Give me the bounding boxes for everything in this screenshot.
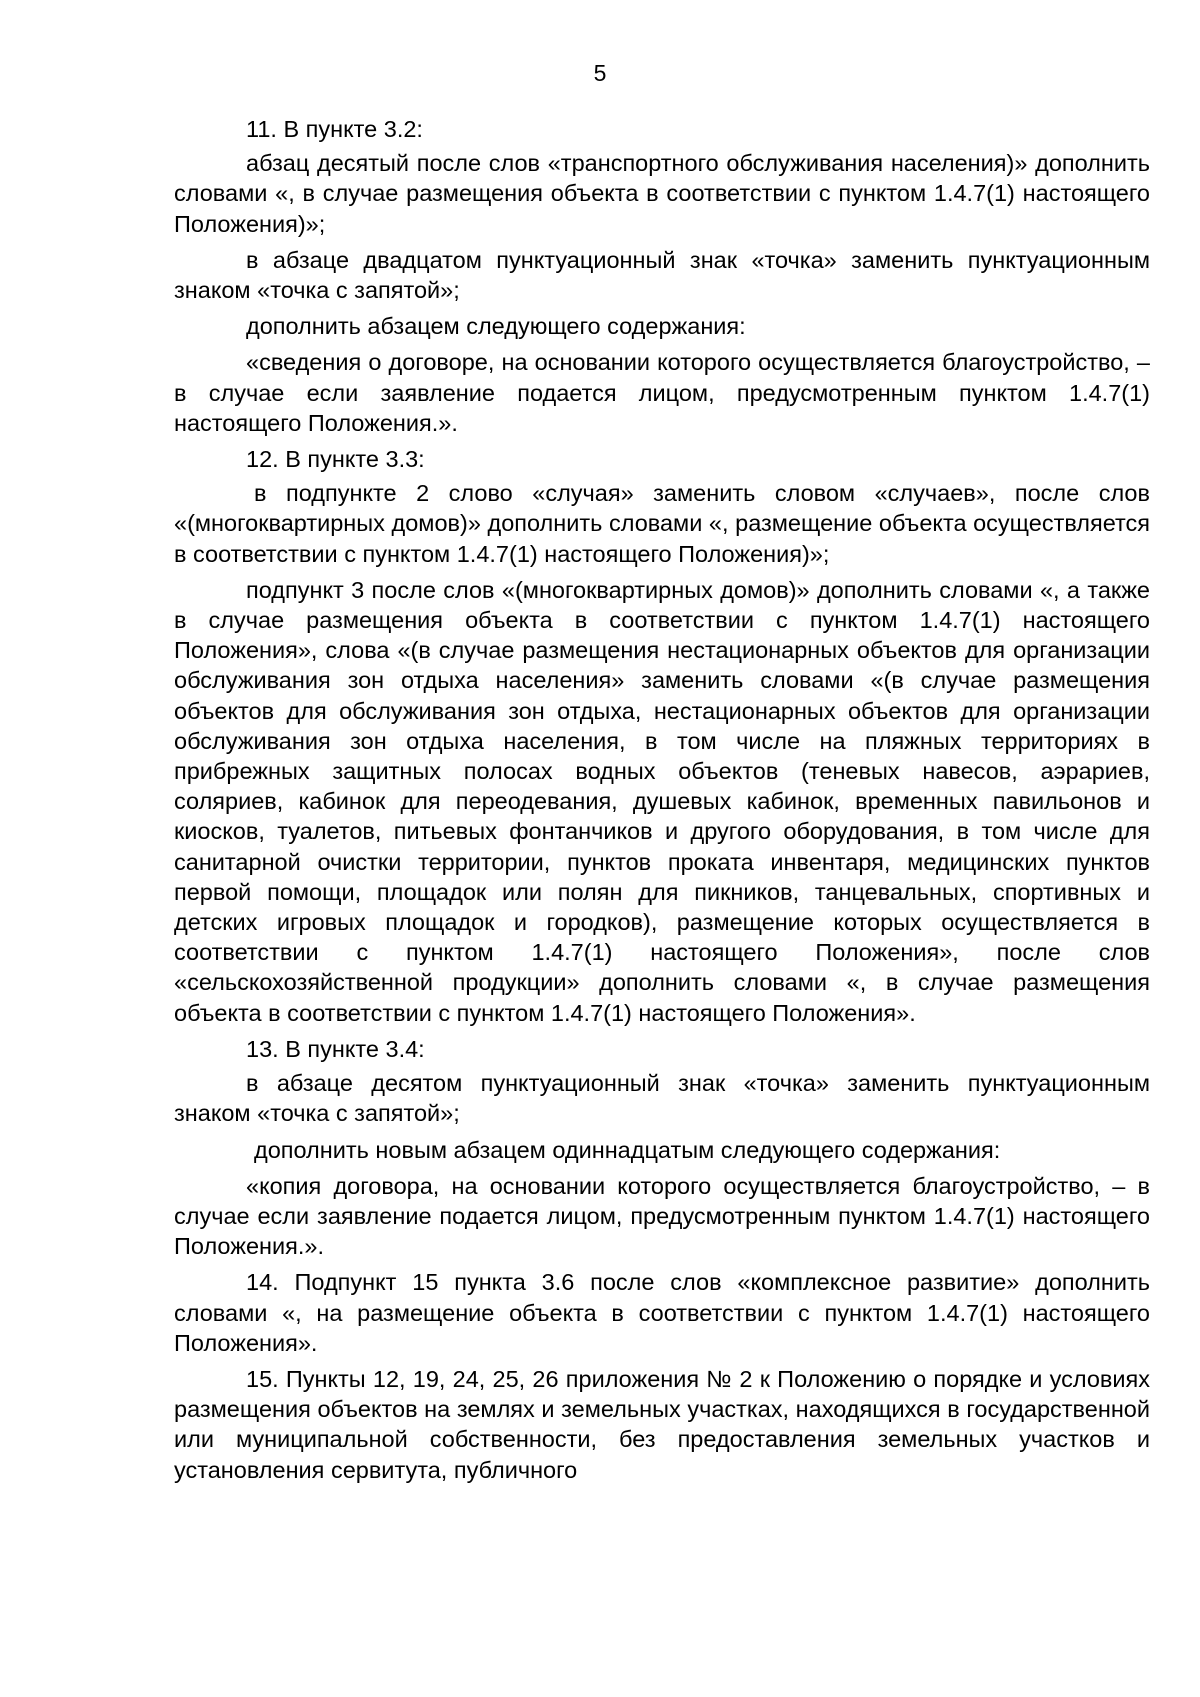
paragraph-3-2-add-intro: дополнить абзацем следующего содержания: — [246, 313, 746, 340]
paragraph-3-3-subitem-2: в подпункте 2 слово «случая» заменить словом «случаев», после слов «(многоквартирных домов)» дополнить словами «, размещение объекта осуществляется в соответствии с пунктом 1.4.7(1) настоящего Положения)»; — [174, 480, 1150, 567]
paragraph-3-4-abzac-10: в абзаце десятом пунктуационный знак «точка» заменить пунктуационным знаком «точка с запятой»; — [174, 1070, 1150, 1127]
paragraph-3-4-add-text: «копия договора, на основании которого осуществляется благоустройство, – в случае если заявление подается лицом, предусмотренным пунктом 1.4.7(1) настоящего Положения.». — [174, 1172, 1150, 1260]
paragraph-item-12-heading: 12. В пункте 3.3: — [246, 446, 425, 473]
paragraph-item-15: 15. Пункты 12, 19, 24, 25, 26 приложения № 2 к Положению о порядке и условиях размещения объектов на землях и земельных участках, находящихся в государственной или муниципальной собственности, без предоставления земельных участков и установления сервитута, публичного — [174, 1365, 1150, 1483]
paragraph-item-14: 14. Подпункт 15 пункта 3.6 после слов «комплексное развитие» дополнить словами «, на размещение объекта в соответствии с пунктом 1.4.7(1) настоящего Положения». — [174, 1269, 1150, 1356]
paragraph-3-4-add-intro: дополнить новым абзацем одиннадцатым следующего содержания: — [254, 1136, 1001, 1163]
paragraph-item-13-heading: 13. В пункте 3.4: — [246, 1035, 425, 1062]
paragraph-3-2-abzac-10: абзац десятый после слов «транспортного обслуживания населения)» дополнить словами «, в случае размещения объекта в соответствии с пунктом 1.4.7(1) настоящего Положения)»; — [174, 150, 1150, 237]
paragraph-3-2-abzac-20: в абзаце двадцатом пунктуационный знак «точка» заменить пунктуационным знаком «точка с запятой»; — [174, 246, 1150, 304]
document-body — [174, 114, 1150, 1491]
paragraph-3-3-subitem-3: подпункт 3 после слов «(многоквартирных домов)» дополнить словами «, а также в случае размещения объекта в соответствии с пунктом 1.4.7(1) настоящего Положения», слова «(в случае размещения нестационарных объектов для организации обслуживания зон отдыха населения» заменить словами «(в случае размещения объектов для обслуживания зон отдыха, нестационарных объектов для организации обслуживания зон отдыха населения, в том числе на пляжных территориях в прибрежных защитных полосах водных объектов (теневых навесов, аэрариев, соляриев, кабинок для переодевания, душевых кабинок, временных павильонов и киосков, туалетов, питьевых фонтанчиков и другого оборудования, в том числе для санитарной очистки территории, пунктов проката инвентаря, медицинских пунктов первой помощи, площадок или полян для пикников, танцевальных, спортивных и детских игровых площадок и городков), размещение которых осуществляется в соответствии с пунктом 1.4.7(1) настоящего Положения», после слов «сельскохозяйственной продукции» дополнить словами «, в случае размещения объекта в соответствии с пунктом 1.4.7(1) настоящего Положения». — [174, 576, 1150, 1026]
page-number: 5 — [593, 60, 607, 86]
paragraph-item-11-heading: 11. В пункте 3.2: — [246, 116, 423, 142]
paragraph-3-2-add-text: «сведения о договоре, на основании которого осуществляется благоустройство, – в случае если заявление подается лицом, предусмотренным пунктом 1.4.7(1) настоящего Положения.». — [174, 349, 1150, 436]
